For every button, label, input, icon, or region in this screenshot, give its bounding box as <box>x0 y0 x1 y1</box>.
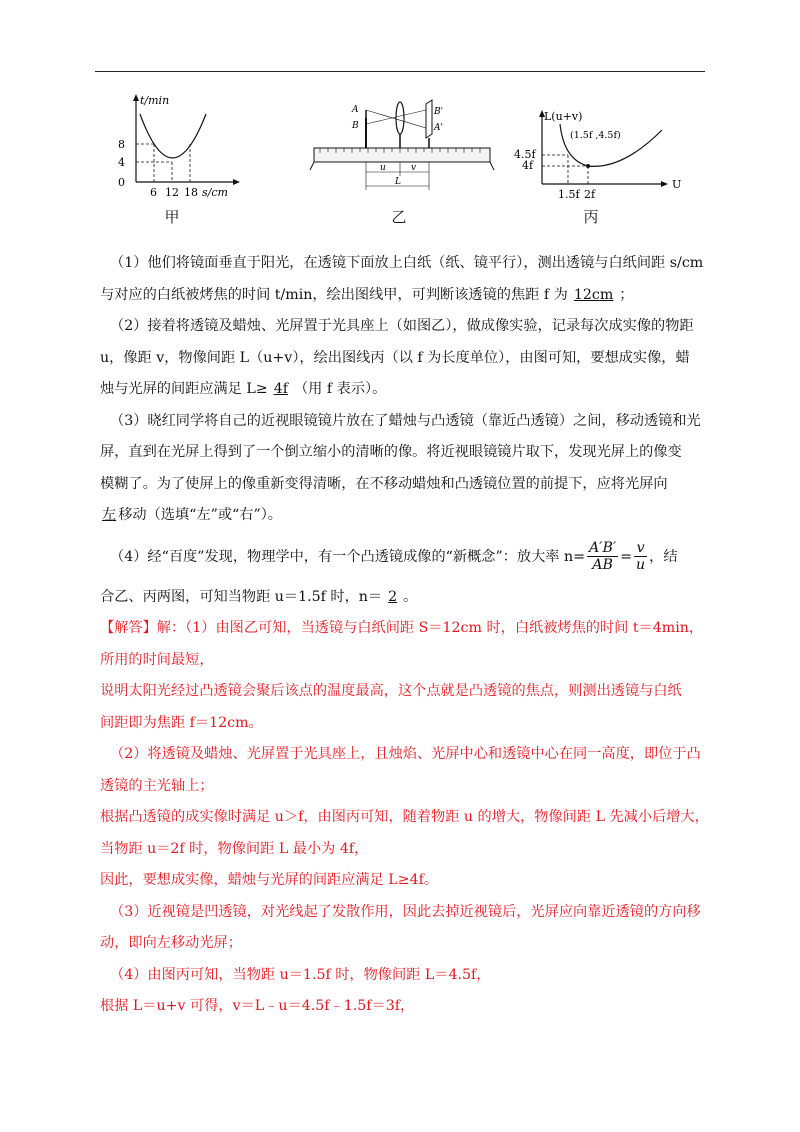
answer-line-13: 根据 L＝u+v 可得，v＝L﹣u＝4.5f﹣1.5f＝3f， <box>100 998 415 1014</box>
q4-tail-1: ，结 <box>649 548 678 565</box>
q3-line-2: 屏，直到在光屏上得到了一个倒立缩小的清晰的像。将近视眼镜镜片取下，发现光屏上的像变 <box>100 444 682 460</box>
y-axis-arrow-icon <box>133 94 139 101</box>
x-axis-label: U <box>672 178 682 191</box>
document-body <box>100 248 710 1023</box>
diagram-yi <box>308 98 498 198</box>
answer-line-8: 当物距 u＝2f 时，物像间距 L 最小为 4f， <box>100 840 369 857</box>
y-tick-8: 8 <box>118 138 125 151</box>
light-screen <box>426 100 432 138</box>
label-A-prime: A' <box>434 123 443 133</box>
q2-tail: （用 f 表示）。 <box>293 381 387 397</box>
label-v: v <box>411 163 417 173</box>
q3-answer: 左 <box>102 507 117 523</box>
figure-yi <box>308 98 498 198</box>
q2-text: 烛与光屏的间距应满足 L≥ <box>100 381 268 397</box>
label-B-prime: B' <box>434 107 444 117</box>
q2-line-1: （2）接着将透镜及蜡烛、光屏置于光具座上（如图乙），做成像实验，记录每次成实像的物距 <box>110 318 694 334</box>
x-tick-12: 12 <box>165 186 179 199</box>
answer-line-2: 所用的时间最短， <box>100 651 214 668</box>
y-tick-4f: 4f <box>522 159 534 172</box>
fraction-vu <box>634 540 647 573</box>
fraction-vu-numerator: v <box>634 540 647 557</box>
label-B: B <box>352 121 359 131</box>
q3-tail: 移动（选填“左”或“右”）。 <box>118 507 282 523</box>
header-rule <box>95 71 705 72</box>
x-tick-2f: 2f <box>584 188 596 200</box>
q1-tail: ； <box>619 286 634 303</box>
x-axis-label: s/cm <box>202 186 228 199</box>
fraction-ab-denominator: AB <box>592 557 613 573</box>
answer-line-4: 间距即为焦距 f＝12cm。 <box>100 714 263 731</box>
minimum-point <box>586 164 590 168</box>
answer-line-6: 透镜的主光轴上； <box>100 777 214 794</box>
q2-line-2: u，像距 v，物像间距 L（u+v），绘出图线丙（以 f 为长度单位），由图可知，要想成实像，蜡 <box>100 349 690 366</box>
fraction-ab-numerator: A′B′ <box>589 540 617 556</box>
q1-answer: 12cm <box>573 286 614 303</box>
optical-bench <box>314 148 490 162</box>
point-label: (1.5f ,4.5f) <box>570 130 621 141</box>
q4-answer: 2 <box>388 588 398 605</box>
equals-sign: = <box>620 548 633 565</box>
answer-section <box>100 613 710 1023</box>
answer-line-11: 动，即向左移动光屏； <box>100 935 242 951</box>
q3-line-1: （3）晓红同学将自己的近视眼镜镜片放在了蜡烛与凸透镜（靠近凸透镜）之间，移动透镜和光 <box>110 412 701 429</box>
q4-text-2: 合乙、丙两图，可知当物距 u＝1.5f 时，n＝ <box>100 588 383 605</box>
answer-line-9: 因此，要想成实像，蜡烛与光屏的间距应满足 L≥4f。 <box>100 872 439 888</box>
y-tick-0: 0 <box>118 176 125 189</box>
label-A: A <box>352 105 359 115</box>
fraction-ab <box>587 540 618 573</box>
answer-line-5: （2）将透镜及蜡烛、光屏置于光具座上，且烛焰、光屏中心和透镜中心在同一高度，即位于凸 <box>110 746 701 762</box>
caption-jia: 甲 <box>164 208 180 226</box>
y-tick-4.5f: 4.5f <box>514 148 536 161</box>
y-tick-4: 4 <box>118 156 125 169</box>
q4-tail-2: 。 <box>403 588 418 605</box>
answer-line-1 <box>100 613 710 645</box>
q4-text: （4）经“百度”发现，物理学中，有一个凸透镜成像的“新概念”：放大率 n= <box>110 548 586 565</box>
x-axis-arrow-icon <box>661 181 668 187</box>
answer-line-10: （3）近视镜是凹透镜，对光线起了发散作用，因此去掉近视镜后，光屏应向靠近透镜的方向移 <box>110 903 701 920</box>
q2-line-3 <box>100 374 710 406</box>
fraction-vu-denominator: u <box>636 557 646 573</box>
graph-bing <box>512 100 692 200</box>
convex-lens <box>396 102 404 134</box>
graph-jia <box>110 92 260 204</box>
curve-jia <box>140 114 206 158</box>
x-tick-18: 18 <box>184 186 198 199</box>
y-axis-label: t/min <box>140 94 170 107</box>
q1-line-2 <box>100 280 710 312</box>
figure-bing <box>512 100 692 200</box>
caption-bing: 丙 <box>583 208 599 226</box>
figure-jia <box>110 92 260 204</box>
q2-answer: 4f <box>273 381 288 397</box>
caption-yi: 乙 <box>391 208 407 226</box>
answer-tag: 【解答】 <box>100 620 157 636</box>
answer-1-text: 解：（1）由图乙可知，当透镜与白纸间距 S＝12cm 时，白纸被烤焦的时间 t＝4min， <box>156 620 704 636</box>
q3-line-3: 模糊了。为了使屏上的像重新变得清晰，在不移动蜡烛和凸透镜位置的前提下，应将光屏向 <box>100 475 668 492</box>
label-L: L <box>395 177 401 187</box>
x-tick-6: 6 <box>150 186 157 199</box>
q1-line-1: （1）他们将镜面垂直于阳光，在透镜下面放上白纸（纸、镜平行），测出透镜与白纸间距 s/cm <box>110 255 704 271</box>
answer-line-12: （4）由图丙可知，当物距 u＝1.5f 时，物像间距 L＝4.5f， <box>110 966 491 983</box>
q4-line-1 <box>110 532 710 582</box>
q3-line-4 <box>100 500 710 532</box>
q1-text: 与对应的白纸被烤焦的时间 t/min，绘出图线甲，可判断该透镜的焦距 f 为 <box>100 286 568 303</box>
x-axis-arrow-icon <box>233 179 240 185</box>
label-u: u <box>380 163 386 173</box>
answer-line-7: 根据凸透镜的成实像时满足 u＞f，由图丙可知，随着物距 u 的增大，物像间距 L 先减小后增大， <box>100 809 709 825</box>
x-tick-1.5f: 1.5f <box>558 188 580 200</box>
q4-line-2 <box>100 582 710 614</box>
answer-line-3: 说明太阳光经过凸透镜会聚后该点的温度最高，这个点就是凸透镜的焦点，则测出透镜与白纸 <box>100 683 682 699</box>
y-axis-label: L(u+v) <box>544 110 583 123</box>
